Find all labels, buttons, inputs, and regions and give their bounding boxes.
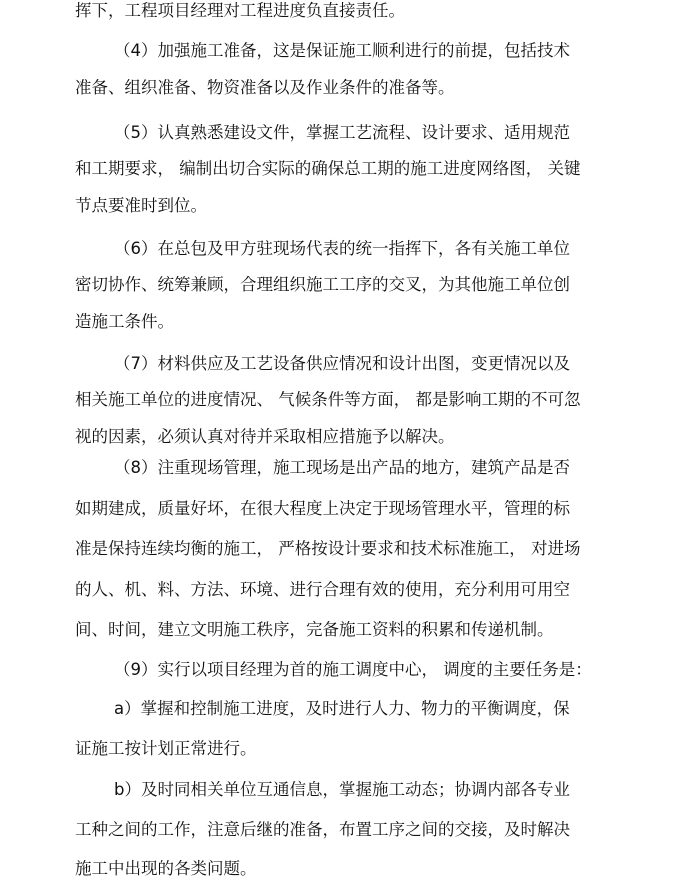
text-line: 造施工条件。 (75, 312, 174, 331)
text-line: 挥下，工程项目经理对工程进度负直接责任。 (75, 1, 405, 20)
text-line: 准是保持连续均衡的施工， 严格按设计要求和技术标准施工， 对进场 (75, 539, 581, 558)
text-line: 相关施工单位的进度情况、 气候条件等方面， 都是影响工期的不可忽 (75, 390, 581, 409)
text-line: 如期建成，质量好坏，在很大程度上决定于现场管理水平，管理的标 (75, 499, 570, 518)
text-line: 证施工按计划正常进行。 (75, 739, 257, 758)
text-line: 密切协作、统筹兼顾，合理组织施工工序的交叉，为其他施工单位创 (75, 275, 570, 294)
text-line: （7）材料供应及工艺设备供应情况和设计出图，变更情况以及 (114, 354, 570, 373)
text-line: 的人、机、料、方法、环境、进行合理有效的使用，充分利用可用空 (75, 580, 570, 599)
text-line: 视的因素，必须认真对待并采取相应措施予以解决。 (75, 427, 455, 446)
text-line: （4）加强施工准备，这是保证施工顺利进行的前提，包括技术 (114, 41, 570, 60)
text-line: 和工期要求， 编制出切合实际的确保总工期的施工进度网络图， 关键 (75, 159, 581, 178)
text-line: （9）实行以项目经理为首的施工调度中心， 调度的主要任务是： (114, 660, 592, 679)
text-line: 施工中出现的各类问题。 (75, 859, 257, 878)
text-line: （6）在总包及甲方驻现场代表的统一指挥下，各有关施工单位 (114, 239, 570, 258)
text-line: 节点要准时到位。 (75, 196, 207, 215)
text-line: a）掌握和控制施工进度，及时进行人力、物力的平衡调度，保 (114, 699, 570, 718)
text-line: 间、时间，建立文明施工秩序，完备施工资料的积累和传递机制。 (75, 620, 554, 639)
text-line: 准备、组织准备、物资准备以及作业条件的准备等。 (75, 78, 455, 97)
text-line: （5）认真熟悉建设文件，掌握工艺流程、设计要求、适用规范 (114, 123, 570, 142)
text-line: b）及时同相关单位互通信息，掌握施工动态；协调内部各专业 (114, 780, 570, 799)
text-line: 工种之间的工作，注意后继的准备，布置工序之间的交接，及时解决 (75, 820, 570, 839)
text-line: （8）注重现场管理，施工现场是出产品的地方，建筑产品是否 (114, 458, 570, 477)
